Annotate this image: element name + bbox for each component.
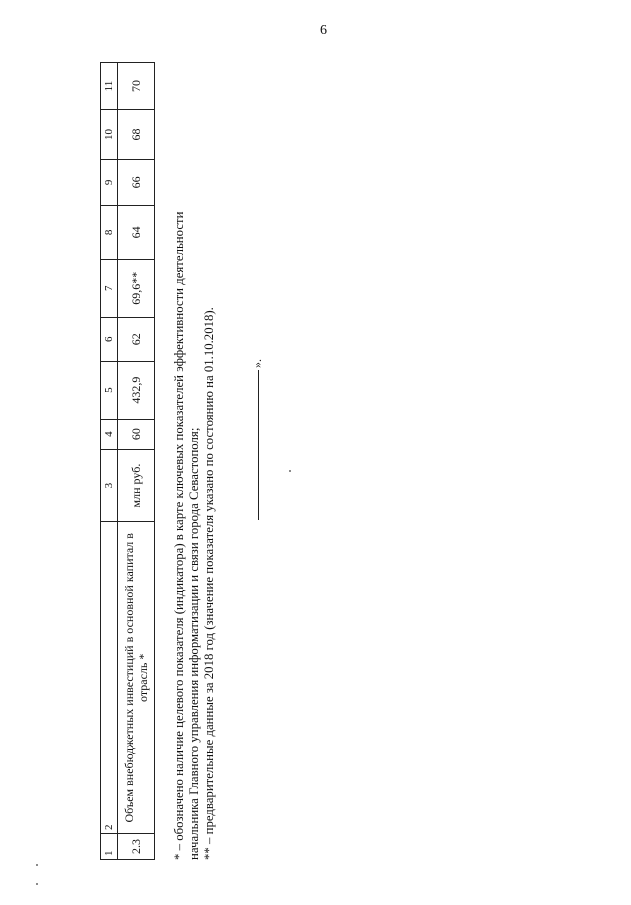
page-number: 6	[320, 23, 327, 38]
value-cell: 68	[118, 110, 155, 160]
header-cell: 2	[101, 522, 118, 834]
value-cell: 432,9	[118, 361, 155, 419]
header-cell: 5	[101, 361, 118, 419]
header-cell: 1	[101, 834, 118, 860]
footnote-line: начальника Главного управления информатизации и связи города Севастополя;	[187, 427, 201, 860]
header-cell: 4	[101, 419, 118, 449]
footnote-line: ** – предварительные данные за 2018 год (значение показателя указано по состоянию на 01.10.2018).	[202, 307, 216, 860]
footnotes	[172, 60, 217, 860]
scan-speck	[36, 864, 38, 866]
header-cell: 9	[101, 159, 118, 205]
value-cell: 64	[118, 205, 155, 259]
value-cell: 60	[118, 419, 155, 449]
value-cell: 69,6**	[118, 259, 155, 317]
indicator-table	[100, 62, 155, 860]
header-cell: 7	[101, 259, 118, 317]
header-cell: 6	[101, 317, 118, 361]
header-cell: 8	[101, 205, 118, 259]
closing-separator	[250, 359, 265, 520]
separator-line	[258, 370, 259, 520]
value-cell: 66	[118, 159, 155, 205]
value-cell: 62	[118, 317, 155, 361]
table-row	[118, 63, 155, 860]
value-cell: 70	[118, 63, 155, 110]
unit-cell: млн руб.	[118, 449, 155, 522]
footnote-line: * – обозначено наличие целевого показателя (индикатора) в карте ключевых показателей эффективности деятельности	[172, 211, 186, 860]
header-row	[101, 63, 118, 860]
header-cell: 3	[101, 449, 118, 522]
header-cell: 11	[101, 63, 118, 110]
rotated-content	[100, 60, 360, 860]
scan-speck	[289, 470, 291, 472]
scan-speck	[36, 883, 38, 885]
header-cell: 10	[101, 110, 118, 160]
indicator-name: Объем внебюджетных инвестиций в основной капитал в отрасль *	[118, 522, 155, 834]
closing-mark: ».	[250, 359, 264, 368]
row-number: 2.3	[118, 834, 155, 860]
